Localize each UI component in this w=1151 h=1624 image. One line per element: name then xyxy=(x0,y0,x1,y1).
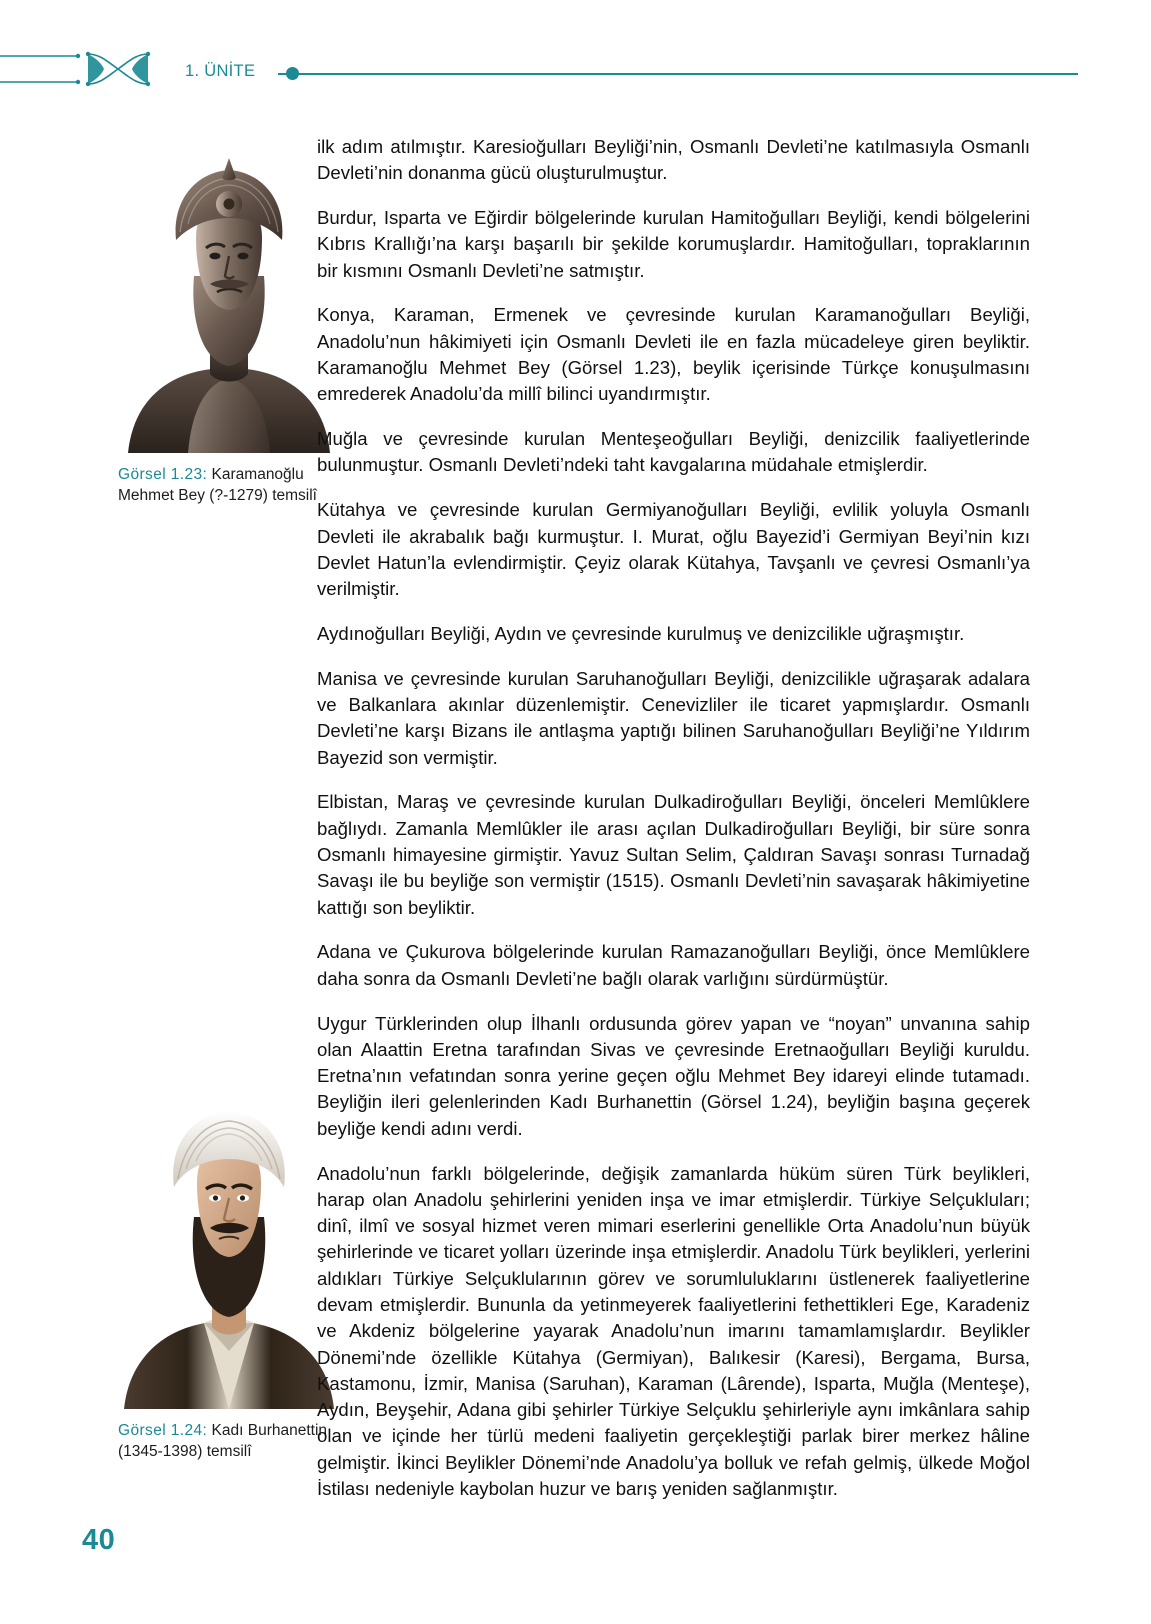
figure-image-1 xyxy=(118,156,340,453)
figure-caption-text-2: Kadı Burhanettin (1345-1398) temsilî xyxy=(118,1422,328,1460)
body-paragraph: Manisa ve çevresinde kurulan Saruhanoğulları Beyliği, denizcilikle uğraşarak adalara ve Balkanlara akınlar düzenlemiştir. Cenevizliler ile ticaret yapmışlardır. Osmanlı Devleti’ne karşı Bizans ile antlaşma yaptığı bilinen Saruhanoğulları Beyliği’ne Yıldırım Bayezid son vermiştir. xyxy=(317,667,1030,768)
body-paragraph: Burdur, Isparta ve Eğirdir bölgelerinde kurulan Hamitoğulları Beyliği, kendi bölgelerini Kıbrıs Krallığı’na karşı başarılı bir şekilde korumuşlardır. Hamitoğulları, topraklarının bir kısmını Osmanlı Devleti’ne satmıştır. xyxy=(317,207,1030,281)
figure-kadi-burhanettin xyxy=(118,1099,340,1462)
body-paragraph: ilk adım atılmıştır. Karesioğulları Beyliği’nin, Osmanlı Devleti’ne katılmasıyla Osmanlı Devleti’nin donanma gücü oluşturulmuştur. xyxy=(317,136,1030,184)
body-paragraph: Aydınoğulları Beyliği, Aydın ve çevresinde kurulmuş ve denizcilikle uğraşmıştır. xyxy=(317,622,965,644)
body-paragraph: Adana ve Çukurova bölgelerinde kurulan Ramazanoğulları Beyliği, önce Memlûklere daha sonra da Osmanlı Devleti’ne bağlı olarak varlığını sürdürmüştür. xyxy=(317,941,1030,989)
body-paragraph: Elbistan, Maraş ve çevresinde kurulan Dulkadiroğulları Beyliği, önceleri Memlûklere bağlıydı. Zamanla Memlûkler ile arası açılan Dulkadiroğulları Beyliği, bir süre sonra Osmanlı himayesine girmiştir. Yavuz Sultan Selim, Çaldıran Savaşı sonrası Turnadağ Savaşı ile bu beyliğe son vermiştir (1515). Osmanlı Devleti’nin savaşarak hâkimiyetine kattığı son beyliktir. xyxy=(317,791,1030,918)
figure-image-2 xyxy=(118,1099,340,1409)
figure-karamanoglu-mehmet-bey xyxy=(118,156,340,506)
page-number: 40 xyxy=(82,1524,116,1556)
figure-caption-text-1: Karamanoğlu Mehmet Bey (?-1279) temsilî xyxy=(118,466,317,504)
body-paragraph: Anadolu’nun farklı bölgelerinde, değişik zamanlarda hüküm süren Türk beylikleri, harap olan Anadolu şehirlerini yeniden inşa ve imar etmişlerdir. Türkiye Selçukluları; dinî, ilmî ve sosyal hizmet veren mimari eserlerini genellikle Orta Anadolu’nun büyük şehirlerinde ve ticaret yolları üzerinde inşa etmişlerdir. Anadolu Türk beylikleri, yerlerini aldıkları Türkiye Selçuklularının görev ve sorumluluklarını üstlenerek faaliyetlerine devam etmişlerdir. Bununla da yetinmeyerek faaliyetlerini fethettikleri Ege, Karadeniz ve Akdeniz bölgelerine yayarak Anadolu’nun imarını tamamlamışlardır. Beylikler Dönemi’nde özellikle Kütahya (Germiyan), Balıkesir (Karesi), Bergama, Bursa, Kastamonu, İzmir, Manisa (Saruhan), Karaman (Lârende), Isparta, Muğla (Menteşe), Aydın, Beyşehir, Adana gibi şehirler Türkiye Selçuklu şehirleriyle aynı imkânlara sahip olan ve içinde her türlü medeni faaliyetin gerçekleştiği parlak birer merkez hâline gelmiştir. İkinci Beylikler Dönemi’nde Anadolu’ya bolluk ve refah gelmiş, ülkede Moğol İstilası nedeniyle kaybolan huzur ve barış yeniden sağlanmıştır. xyxy=(317,1162,1030,1500)
body-paragraph: Kütahya ve çevresinde kurulan Germiyanoğulları Beyliği, evlilik yoluyla Osmanlı Devleti ile akrabalık bağı kurmuştur. I. Murat, oğlu Bayezid’i Germiyan Beyi’nin kızı Devlet Hatun’la evlendirmiştir. Çeyiz olarak Kütahya, Tavşanlı ve çevresi Osmanlı’ya verilmiştir. xyxy=(317,499,1030,600)
figure-caption-label-2: Görsel 1.24: xyxy=(118,1422,208,1439)
body-paragraph: Konya, Karaman, Ermenek ve çevresinde kurulan Karamanoğulları Beyliği, Anadolu’nun hâkimiyeti için Osmanlı Devleti ile en fazla mücadeleye giren beyliktir. Karamanoğlu Mehmet Bey (Görsel 1.23), beylik içerisinde Türkçe konuşulmasını emrederek Anadolu’da millî bilinci uyandırmıştır. xyxy=(317,304,1030,405)
figure-caption-2 xyxy=(118,1421,340,1462)
figure-caption-label-1: Görsel 1.23: xyxy=(118,466,208,483)
page-content xyxy=(0,118,1151,1538)
body-text-column xyxy=(317,134,1030,1502)
header-rule xyxy=(278,73,1078,75)
page-header xyxy=(0,0,1151,118)
unit-label: 1. ÜNİTE xyxy=(185,62,256,80)
body-paragraph: Uygur Türklerinden olup İlhanlı ordusunda görev yapan ve “noyan” unvanına sahip olan Alaattin Eretna tarafından Sivas ve çevresinde Eretnaoğulları Beyliği kuruldu. Eretna’nın vefatından sonra yerine geçen oğlu Mehmet Bey idareyi elinde tutamadı. Beyliğin ileri gelenlerinden Kadı Burhanettin (Görsel 1.24), beyliğin başına geçerek beyliğe kendi adını verdi. xyxy=(317,1012,1030,1139)
body-paragraph: Muğla ve çevresinde kurulan Menteşeoğulları Beyliği, denizcilik faaliyetlerinde bulunmuştur. Osmanlı Devleti’ndeki taht kavgalarına müdahale etmişlerdir. xyxy=(317,428,1030,476)
figure-caption-1 xyxy=(118,465,340,506)
butterfly-knot-ornament-icon xyxy=(0,38,180,100)
